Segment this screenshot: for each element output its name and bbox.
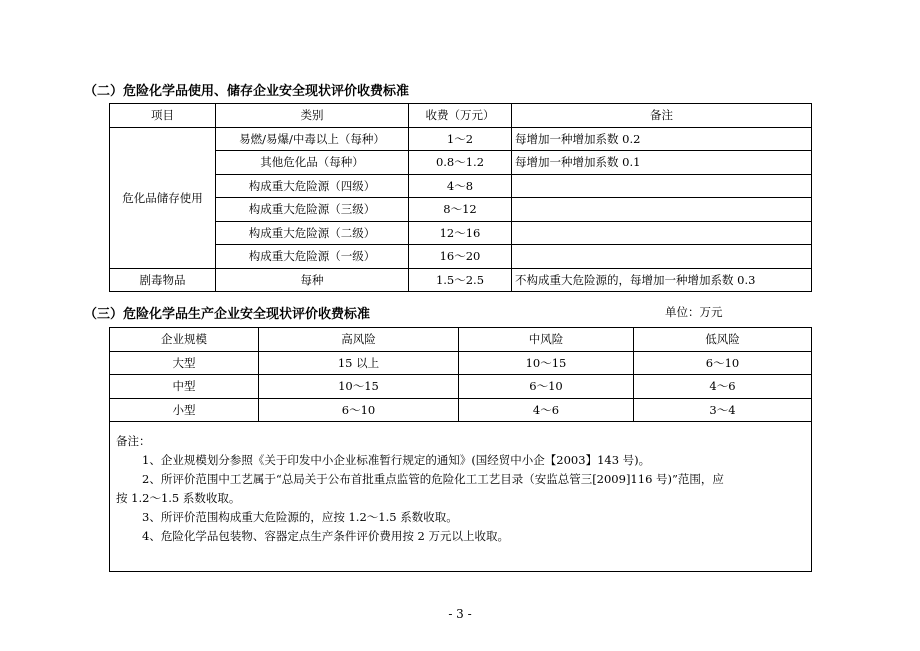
cell-fee: 1.5～2.5: [409, 268, 512, 292]
table-row: [110, 398, 812, 422]
notes-title: 备注：: [116, 434, 151, 448]
cell-category: 构成重大危险源（四级）: [216, 174, 409, 198]
notes-row: [110, 422, 812, 572]
header-low-risk: 低风险: [634, 328, 812, 352]
cell-low: 3～4: [634, 398, 812, 422]
table-production-fees: [109, 327, 812, 572]
header-item: 项目: [110, 104, 216, 128]
cell-note: 每增加一种增加系数 0.2: [512, 127, 812, 151]
cell-fee: 16～20: [409, 245, 512, 269]
cell-category: 构成重大危险源（三级）: [216, 198, 409, 222]
section2-heading: （二）危险化学品使用、储存企业安全现状评价收费标准: [84, 84, 410, 99]
note-item: 3、所评价范围构成重大危险源的，应按 1.2～1.5 系数收取。: [142, 510, 458, 524]
table-header-row: [110, 104, 812, 128]
group-label: 危化品储存使用: [110, 127, 216, 268]
table-row: [110, 245, 812, 269]
cell-category: 构成重大危险源（二级）: [216, 221, 409, 245]
cell-note: [512, 174, 812, 198]
table-row: [110, 198, 812, 222]
unit-label: 单位：万元: [665, 305, 723, 319]
cell-note: [512, 245, 812, 269]
header-category: 类别: [216, 104, 409, 128]
header-fee: 收费（万元）: [409, 104, 512, 128]
cell-mid: 6～10: [459, 375, 634, 399]
cell-high: 6～10: [259, 398, 459, 422]
cell-fee: 0.8～1.2: [409, 151, 512, 175]
header-scale: 企业规模: [110, 328, 259, 352]
table-row: [110, 174, 812, 198]
cell-note: 每增加一种增加系数 0.1: [512, 151, 812, 175]
table-row: [110, 375, 812, 399]
cell-note: [512, 221, 812, 245]
cell-category: 其他危化品（每种）: [216, 151, 409, 175]
table-header-row: [110, 328, 812, 352]
cell-fee: 1～2: [409, 127, 512, 151]
header-note: 备注: [512, 104, 812, 128]
cell-item: 剧毒物品: [110, 268, 216, 292]
table-row: [110, 127, 812, 151]
table-row: [110, 268, 812, 292]
cell-fee: 4～8: [409, 174, 512, 198]
cell-note: 不构成重大危险源的，每增加一种增加系数 0.3: [512, 268, 812, 292]
table-row: [110, 221, 812, 245]
cell-fee: 8～12: [409, 198, 512, 222]
cell-category: 每种: [216, 268, 409, 292]
note-item: 1、企业规模划分参照《关于印发中小企业标准暂行规定的通知》(国经贸中小企【2003】143 号)。: [142, 453, 651, 467]
table-row: [110, 151, 812, 175]
cell-mid: 4～6: [459, 398, 634, 422]
cell-scale: 中型: [110, 375, 259, 399]
cell-low: 6～10: [634, 351, 812, 375]
cell-high: 10～15: [259, 375, 459, 399]
cell-category: 构成重大危险源（一级）: [216, 245, 409, 269]
table-hazardous-storage-fees: [109, 103, 812, 292]
cell-note: [512, 198, 812, 222]
section3-heading: （三）危险化学品生产企业安全现状评价收费标准: [84, 307, 371, 322]
cell-low: 4～6: [634, 375, 812, 399]
note-item: 2、所评价范围中工艺属于“总局关于公布首批重点监管的危险化工工艺目录（安监总管三[2009]116 号)”范围，应: [142, 472, 724, 486]
page-number: - 3 -: [448, 607, 472, 621]
notes-cell: [110, 422, 812, 572]
header-high-risk: 高风险: [259, 328, 459, 352]
cell-mid: 10～15: [459, 351, 634, 375]
table-row: [110, 351, 812, 375]
note-item: 4、危险化学品包装物、容器定点生产条件评价费用按 2 万元以上收取。: [142, 529, 509, 543]
cell-fee: 12～16: [409, 221, 512, 245]
cell-scale: 大型: [110, 351, 259, 375]
cell-high: 15 以上: [259, 351, 459, 375]
cell-category: 易燃/易爆/中毒以上（每种）: [216, 127, 409, 151]
cell-scale: 小型: [110, 398, 259, 422]
note-item: 按 1.2～1.5 系数收取。: [116, 491, 241, 505]
header-mid-risk: 中风险: [459, 328, 634, 352]
